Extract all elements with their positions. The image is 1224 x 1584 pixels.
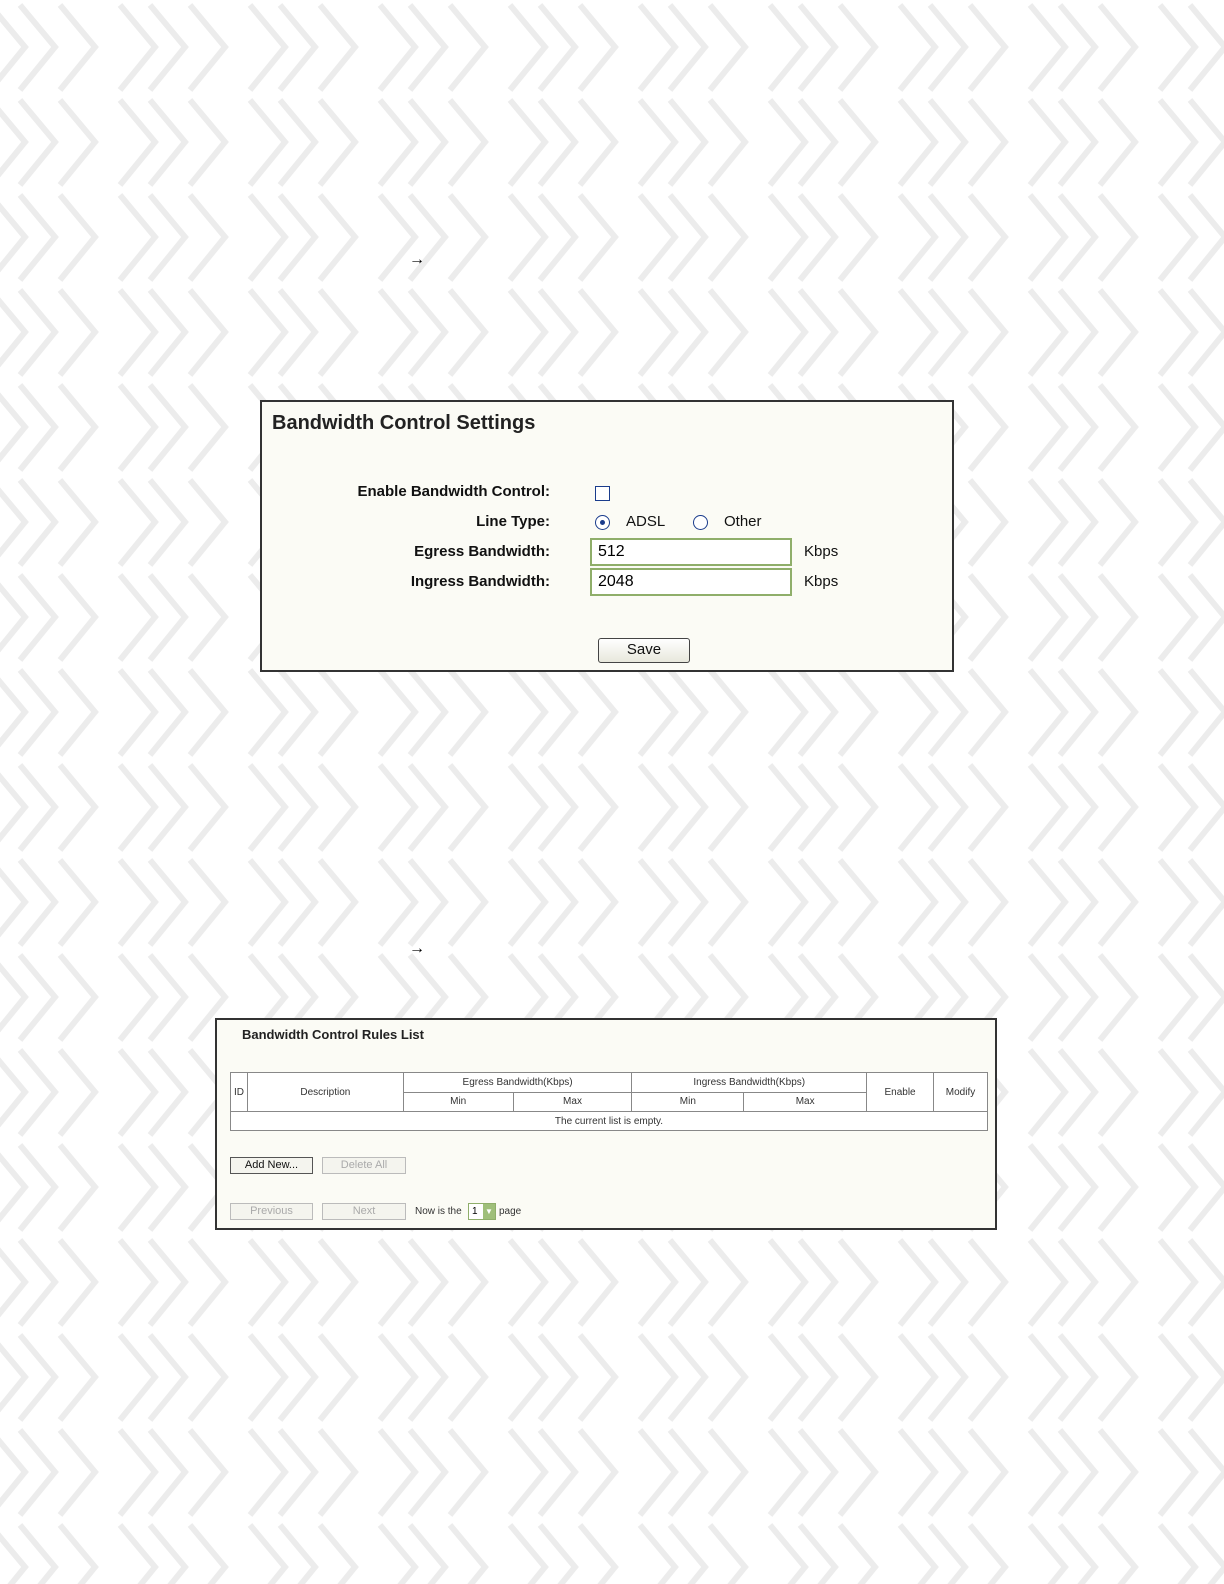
chevron-down-icon: ▼ — [483, 1204, 495, 1219]
column-header-enable: Enable — [867, 1073, 934, 1112]
arrow-glyph: → — [409, 940, 425, 957]
page-prefix-text: Now is the — [415, 1206, 462, 1217]
rules-table — [230, 1072, 988, 1131]
egress-bandwidth-input[interactable]: 512 — [590, 538, 792, 566]
column-header-ingress: Ingress Bandwidth(Kbps) — [632, 1073, 867, 1093]
egress-bandwidth-label: Egress Bandwidth: — [414, 543, 550, 560]
ingress-unit-label: Kbps — [804, 573, 839, 590]
line-type-label: Line Type: — [476, 513, 550, 530]
ingress-bandwidth-label: Ingress Bandwidth: — [410, 573, 550, 590]
page-select-value: 1 — [472, 1206, 478, 1217]
egress-unit-label: Kbps — [804, 543, 839, 560]
bandwidth-control-rules-panel — [215, 1018, 997, 1230]
column-header-egress-min: Min — [403, 1092, 513, 1112]
page-select[interactable] — [468, 1203, 496, 1220]
radio-selected-dot — [600, 520, 605, 525]
enable-bandwidth-control-checkbox[interactable] — [595, 486, 610, 501]
line-type-adsl-radio[interactable] — [595, 515, 610, 530]
column-header-egress-max: Max — [513, 1092, 632, 1112]
delete-all-button[interactable]: Delete All — [322, 1157, 406, 1174]
panel-title: Bandwidth Control Settings — [272, 412, 536, 434]
table-header-row — [231, 1073, 988, 1093]
empty-list-message: The current list is empty. — [231, 1112, 988, 1131]
page-suffix-text: page — [499, 1206, 522, 1217]
panel-title: Bandwidth Control Rules List — [242, 1027, 424, 1042]
column-header-ingress-max: Max — [744, 1092, 867, 1112]
ingress-bandwidth-input[interactable]: 2048 — [590, 568, 792, 596]
line-type-other-radio[interactable] — [693, 515, 708, 530]
column-header-id: ID — [231, 1073, 248, 1112]
next-button[interactable]: Next — [322, 1203, 406, 1220]
line-type-other-label: Other — [724, 513, 762, 530]
enable-bandwidth-control-label: Enable Bandwidth Control: — [357, 483, 550, 500]
table-row — [231, 1112, 988, 1131]
arrow-glyph: → — [409, 251, 425, 268]
add-new-button[interactable]: Add New... — [230, 1157, 313, 1174]
save-button[interactable]: Save — [598, 638, 690, 663]
previous-button[interactable]: Previous — [230, 1203, 313, 1220]
column-header-modify: Modify — [934, 1073, 988, 1112]
column-header-ingress-min: Min — [632, 1092, 744, 1112]
bandwidth-control-settings-panel — [260, 400, 954, 672]
line-type-adsl-label: ADSL — [626, 513, 666, 530]
column-header-description: Description — [247, 1073, 403, 1112]
column-header-egress: Egress Bandwidth(Kbps) — [403, 1073, 632, 1093]
